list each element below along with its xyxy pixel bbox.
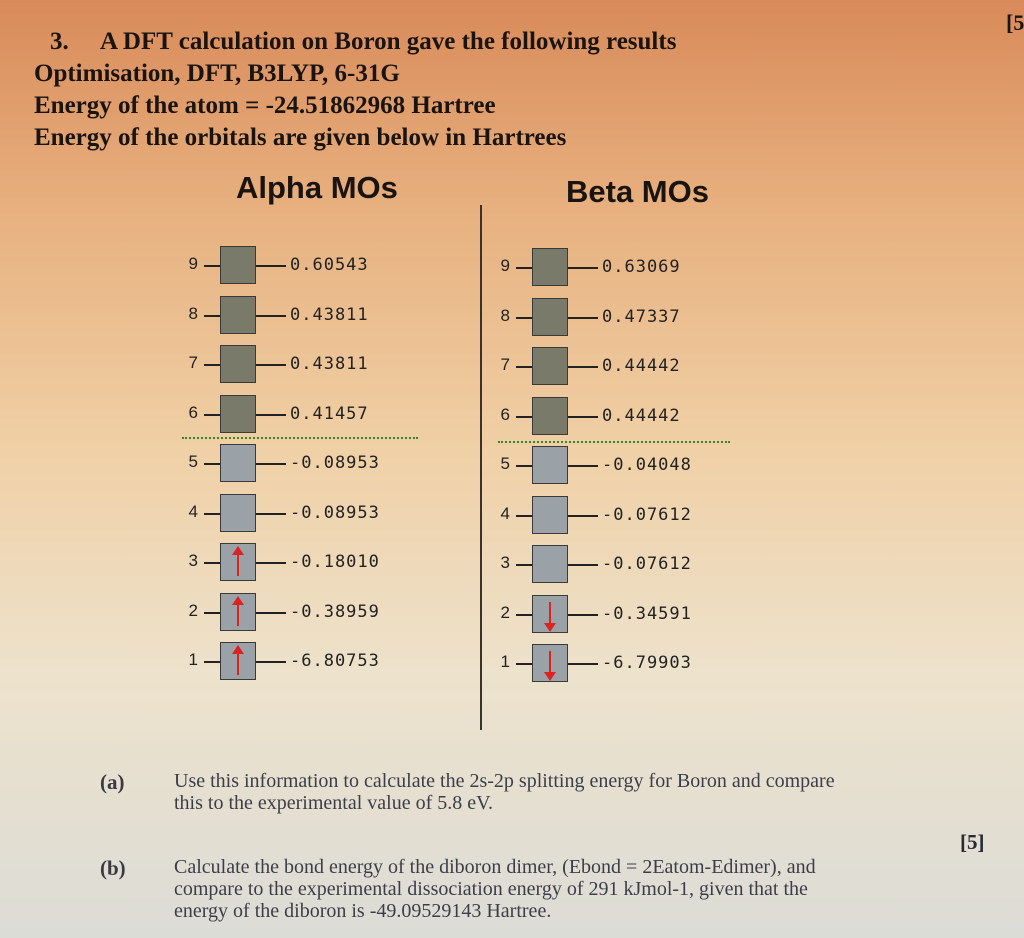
orbital-energy-value: -0.08953 bbox=[290, 502, 380, 523]
level-line-left bbox=[516, 663, 532, 665]
spin-up-arrow-icon bbox=[237, 598, 239, 626]
alpha-homo-lumo-divider bbox=[182, 437, 418, 439]
orbital-energy-value: -0.18010 bbox=[290, 552, 380, 572]
orbital-energy-value: -6.79903 bbox=[602, 653, 692, 673]
level-line-left bbox=[516, 515, 532, 517]
spin-up-arrow-icon bbox=[237, 647, 239, 675]
question-marks: [5 bbox=[1006, 10, 1024, 35]
orbital-box bbox=[220, 593, 256, 631]
level-line-left bbox=[204, 612, 220, 614]
orbital-energy-value: -0.34591 bbox=[602, 603, 692, 624]
orbital-box bbox=[220, 494, 256, 532]
beta-mo-level bbox=[494, 248, 754, 288]
question-title: A DFT calculation on Boron gave the following results bbox=[100, 28, 677, 55]
orbital-box bbox=[220, 345, 256, 383]
beta-mo-level bbox=[494, 347, 754, 387]
alpha-mo-level bbox=[182, 593, 442, 633]
level-line-right bbox=[256, 364, 286, 366]
level-line-left bbox=[516, 317, 532, 319]
level-line-left bbox=[204, 661, 220, 663]
level-line-right bbox=[568, 663, 598, 665]
alpha-mo-level bbox=[182, 444, 442, 484]
orbital-energy-value: 0.60543 bbox=[290, 255, 369, 275]
mo-index: 6 bbox=[500, 404, 510, 424]
level-line-left bbox=[204, 414, 220, 416]
level-line-left bbox=[204, 562, 220, 564]
level-line-left bbox=[204, 315, 220, 317]
orbital-energy-value: 0.63069 bbox=[602, 257, 681, 277]
level-line-right bbox=[256, 661, 286, 663]
level-line-right bbox=[568, 614, 598, 616]
orbital-energy-value: 0.44442 bbox=[602, 356, 681, 376]
level-line-left bbox=[204, 513, 220, 515]
beta-mo-level bbox=[494, 644, 754, 684]
method-line: Optimisation, DFT, B3LYP, 6-31G bbox=[34, 60, 400, 87]
orbital-box bbox=[220, 444, 256, 482]
part-a-line-2: this to the experimental value of 5.8 eV. bbox=[174, 792, 493, 814]
level-line-left bbox=[516, 366, 532, 368]
level-line-right bbox=[256, 513, 286, 515]
level-line-left bbox=[516, 614, 532, 616]
orbital-energy-value: -0.07612 bbox=[602, 504, 692, 525]
column-divider bbox=[480, 205, 482, 730]
orbital-box bbox=[532, 446, 568, 484]
level-line-right bbox=[568, 564, 598, 566]
alpha-mo-level bbox=[182, 246, 442, 286]
level-line-right bbox=[568, 267, 598, 269]
level-line-right bbox=[256, 414, 286, 416]
orbital-box bbox=[532, 644, 568, 682]
part-b-line-1: Calculate the bond energy of the diboron dimer, (Ebond = 2Eatom-Edimer), and bbox=[174, 856, 816, 878]
orbital-energy-value: 0.43811 bbox=[290, 304, 369, 325]
beta-mo-level bbox=[494, 397, 754, 437]
mo-index: 9 bbox=[188, 254, 198, 273]
orbital-energy-value: -0.38959 bbox=[290, 601, 380, 622]
beta-mo-level bbox=[494, 298, 754, 338]
alpha-mo-level bbox=[182, 543, 442, 583]
orbital-box bbox=[532, 397, 568, 435]
mo-index: 4 bbox=[500, 503, 510, 523]
mo-index: 2 bbox=[500, 602, 510, 622]
part-b-line-2: compare to the experimental dissociation energy of 291 kJmol-1, given that the bbox=[174, 878, 808, 900]
mo-index: 8 bbox=[500, 305, 510, 325]
mo-index: 1 bbox=[500, 652, 510, 671]
alpha-mos-heading: Alpha MOs bbox=[236, 170, 398, 205]
orbital-box bbox=[220, 543, 256, 581]
mo-index: 9 bbox=[500, 256, 510, 275]
level-line-left bbox=[204, 265, 220, 267]
orbital-energy-intro: Energy of the orbitals are given below in Hartrees bbox=[34, 124, 567, 151]
orbital-box bbox=[532, 248, 568, 286]
orbital-box bbox=[220, 246, 256, 284]
beta-mo-level bbox=[494, 446, 754, 486]
mo-index: 1 bbox=[188, 650, 198, 669]
part-b-text bbox=[174, 856, 994, 922]
alpha-mo-level bbox=[182, 345, 442, 385]
level-line-left bbox=[516, 564, 532, 566]
part-a-marks: [5] bbox=[960, 830, 985, 854]
part-a-line-1: Use this information to calculate the 2s-2p splitting energy for Boron and compare bbox=[174, 770, 835, 792]
mo-index: 7 bbox=[500, 355, 510, 374]
alpha-mo-level bbox=[182, 642, 442, 682]
orbital-box bbox=[220, 642, 256, 680]
orbital-energy-value: -6.80753 bbox=[290, 651, 380, 671]
part-a-label: (a) bbox=[100, 770, 125, 794]
mo-index: 3 bbox=[500, 553, 510, 572]
orbital-box bbox=[220, 296, 256, 334]
orbital-box bbox=[532, 347, 568, 385]
level-line-left bbox=[516, 465, 532, 467]
mo-index: 2 bbox=[188, 600, 198, 620]
mo-index: 5 bbox=[500, 454, 510, 473]
orbital-box bbox=[532, 545, 568, 583]
level-line-right bbox=[256, 562, 286, 564]
orbital-energy-value: -0.04048 bbox=[602, 455, 692, 475]
part-a-text bbox=[174, 770, 994, 814]
orbital-energy-value: -0.07612 bbox=[602, 554, 692, 574]
level-line-right bbox=[256, 463, 286, 465]
orbital-energy-value: -0.08953 bbox=[290, 453, 380, 473]
beta-mo-level bbox=[494, 595, 754, 635]
beta-mo-level bbox=[494, 496, 754, 536]
spin-up-arrow-icon bbox=[237, 548, 239, 576]
mo-index: 5 bbox=[188, 452, 198, 471]
orbital-energy-value: 0.41457 bbox=[290, 403, 369, 424]
part-b-line-3: energy of the diboron is -49.09529143 Hartree. bbox=[174, 900, 552, 922]
spin-down-arrow-icon bbox=[549, 602, 551, 628]
mo-index: 7 bbox=[188, 353, 198, 372]
orbital-energy-value: 0.44442 bbox=[602, 405, 681, 426]
level-line-right bbox=[568, 366, 598, 368]
level-line-right bbox=[256, 265, 286, 267]
orbital-box bbox=[532, 298, 568, 336]
mo-index: 4 bbox=[188, 501, 198, 521]
question-number: 3. bbox=[50, 28, 69, 55]
level-line-right bbox=[568, 317, 598, 319]
beta-mos-heading: Beta MOs bbox=[566, 174, 709, 209]
level-line-right bbox=[256, 315, 286, 317]
spin-down-arrow-icon bbox=[549, 651, 551, 677]
level-line-left bbox=[516, 416, 532, 418]
level-line-left bbox=[204, 364, 220, 366]
level-line-right bbox=[568, 465, 598, 467]
mo-index: 6 bbox=[188, 402, 198, 422]
alpha-mo-level bbox=[182, 395, 442, 435]
part-b-label: (b) bbox=[100, 856, 126, 880]
beta-mo-level bbox=[494, 545, 754, 585]
level-line-right bbox=[256, 612, 286, 614]
orbital-energy-value: 0.43811 bbox=[290, 354, 369, 374]
level-line-right bbox=[568, 416, 598, 418]
level-line-left bbox=[204, 463, 220, 465]
alpha-mo-level bbox=[182, 296, 442, 336]
beta-homo-lumo-divider bbox=[498, 441, 730, 443]
orbital-box bbox=[532, 496, 568, 534]
orbital-box bbox=[532, 595, 568, 633]
mo-index: 8 bbox=[188, 303, 198, 323]
level-line-left bbox=[516, 267, 532, 269]
orbital-energy-value: 0.47337 bbox=[602, 306, 681, 327]
alpha-mo-level bbox=[182, 494, 442, 534]
level-line-right bbox=[568, 515, 598, 517]
orbital-box bbox=[220, 395, 256, 433]
mo-index: 3 bbox=[188, 551, 198, 570]
atom-energy-line: Energy of the atom = -24.51862968 Hartree bbox=[34, 92, 496, 119]
